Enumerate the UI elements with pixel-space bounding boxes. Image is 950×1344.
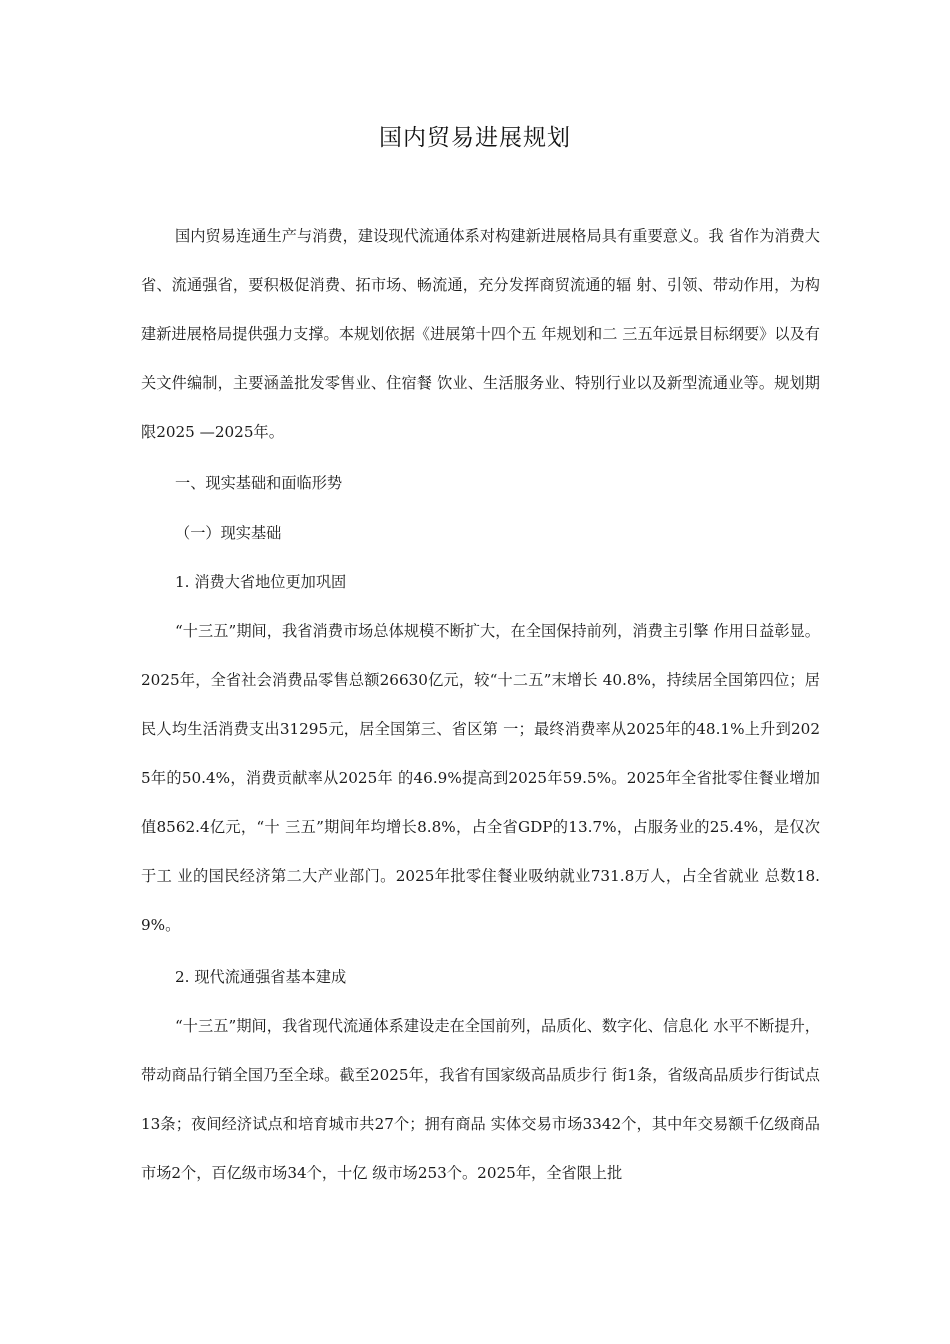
body-paragraph: “十三五”期间，我省消费市场总体规模不断扩大，在全国保持前列，消费主引擎 作用日益彰显。2025年，全省社会消费品零售总额26630亿元，较“十二五”末增长 40.8%，持续居全国第四位；居民人均生活消费支出31295元，居全国第三、省区第 一；最终消费率从2025年的48.1%上升到2025年的50.4%，消费贡献率从2025年 的46.9%提高到2025年59.5%。2025年全省批零住餐业增加值8562.4亿元，“十 三五”期间年均增长8.8%，占全省GDP的13.7%，占服务业的25.4%，是仅次于工 业的国民经济第二大产业部门。2025年批零住餐业吸纳就业731.8万人，占全省就业 总数18.9%。 xyxy=(141,622,820,934)
page-title: 国内贸易进展规划 xyxy=(379,125,571,151)
subsection-heading: （一）现实基础 xyxy=(175,524,282,542)
item-heading: 1. 消费大省地位更加巩固 xyxy=(175,573,347,591)
item-heading: 2. 现代流通强省基本建成 xyxy=(175,968,347,986)
section-heading: 一、现实基础和面临形势 xyxy=(175,474,343,492)
intro-paragraph: 国内贸易连通生产与消费，建设现代流通体系对构建新进展格局具有重要意义。我 省作为消费大省、流通强省，要积极促消费、拓市场、畅流通，充分发挥商贸流通的辐 射、引领、带动作用，为构建新进展格局提供强力支撑。本规划依据《进展第十四个五 年规划和二 三五年远景目标纲要》以及有关文件编制，主要涵盖批发零售业、住宿餐 饮业、生活服务业、特别行业以及新型流通业等。规划期限2025 —2025年。 xyxy=(141,227,820,441)
body-paragraph: “十三五”期间，我省现代流通体系建设走在全国前列，品质化、数字化、信息化 水平不断提升，带动商品行销全国乃至全球。截至2025年，我省有国家级高品质步行 街1条，省级高品质步行街试点13条；夜间经济试点和培育城市共27个；拥有商品 实体交易市场3342个，其中年交易额千亿级商品市场2个，百亿级市场34个，十亿 级市场253个。2025年，全省限上批 xyxy=(141,1017,820,1182)
